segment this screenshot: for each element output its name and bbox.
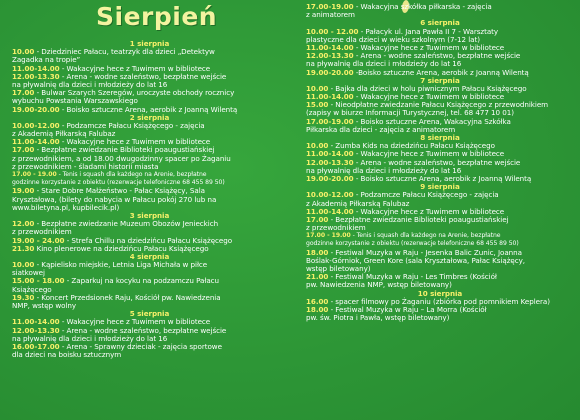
event-time: 19.30 (12, 292, 35, 302)
event-description: godzinne korzystanie z obiektu (rezerwacje telefoniczne 68 455 89 50) (306, 240, 519, 248)
schedule-column-right (306, 3, 574, 322)
day-heading: 8 sierpnia (420, 133, 460, 142)
event-description: godzinne korzystanie z obiektu (rezerwacje telefoniczne 68 455 89 50) (12, 179, 225, 187)
event-time: 11.00-14.00 (306, 149, 354, 159)
event-description: Zagadka na tropie” (12, 55, 81, 65)
event-description: na pływalnię dla dzieci i młodzieży do lat 16 (306, 165, 462, 175)
event-description: - Festiwal Muzyka w Raju - Les Timbres (Kościół (328, 272, 497, 282)
event-description: - Tenis i squash dla każdego na Arenie, bezpłatne (56, 171, 207, 178)
event-time: 17.00 - 19.00 (306, 232, 351, 240)
event-time: 10.00 (12, 47, 35, 57)
event-description: NMP, wstęp wolny (12, 301, 77, 310)
day-heading: 5 sierpnia (129, 309, 170, 319)
event-description: - Wakacyjne hece z Tuwimem w bibliotece (353, 149, 505, 159)
schedule-line (12, 171, 287, 179)
event-time: 19.00-20.00 (12, 104, 60, 114)
event-description: - Stare Dobre Małżeństwo - Pałac Książęcy, Sala (34, 186, 205, 196)
event-description: - Arena - wodne szaleństwo, bezpłatne wejście (353, 157, 521, 167)
event-description: plastyczne dla dzieci w wieku szkolnym (7-12 lat) (306, 34, 480, 44)
event-time: 10.00 (306, 83, 329, 93)
event-description: - Bulwar Szarych Szeregów, uroczyste obchody rocznicy (34, 88, 235, 98)
event-description: - Wakacyjne hece z Tuwimem w bibliotece (59, 137, 211, 147)
event-description: - Zumba Kids na dziedzińcu Pałacu Książęcego (328, 141, 495, 151)
event-description: pw. Nawiedzenia NMP, wstęp biletowany) (306, 280, 452, 290)
event-description: - Arena - Sprawny dzieciak - zajęcia sportowe (59, 341, 222, 351)
event-description: - Boisko sztuczne Arena, aerobik z Joanną Wilentą (353, 173, 532, 183)
event-description: - Wakacyjne hece z Tuwimem w bibliotece (353, 206, 505, 216)
event-time: 16.00 (306, 296, 329, 306)
event-time: 19.00-20.00 (306, 67, 354, 77)
event-time: 11.00-14.00 (12, 317, 60, 327)
event-time: 15.00 - 18.00 (12, 276, 65, 286)
event-time: 18.00 (306, 304, 329, 314)
event-description: - Festiwal Muzyka w Raju - Jesenka Balic Zunic, Joanna (328, 247, 522, 257)
event-description: - Wakacyjne hece z Tuwimem w bibliotece (353, 42, 505, 52)
event-description: - Tenis i squash dla każdego na Arenie, bezpłatne (350, 232, 501, 240)
event-description: - Wakacyjne hece z Tuwimem w bibliotece (59, 63, 211, 73)
event-description: z animatorem (306, 10, 355, 20)
schedule-line (306, 224, 574, 232)
event-time: 19.00-20.00 (306, 173, 354, 183)
event-description: - Bezpłatne zwiedzanie Biblioteki poaugustiańskiej (34, 145, 215, 155)
event-description: - Kąpielisko miejskie, Letnia Liga Michała w piłce (34, 260, 208, 270)
day-heading: 3 sierpnia (129, 210, 170, 220)
event-description: z przewodnikiem (306, 223, 366, 233)
event-description: - Pałacyk ul. Jana Pawła II 7 - Warsztaty (358, 26, 499, 36)
event-time: 11.00-14.00 (12, 63, 60, 73)
day-heading: 6 sierpnia (420, 18, 460, 28)
event-time: 17.00-19.00 (306, 116, 354, 126)
schedule-line (12, 163, 287, 171)
event-description: - Wakacyjna szkółka piłkarska - zajęcia (353, 2, 492, 11)
event-description: wstęp biletowany) (306, 264, 371, 273)
event-description: - Strefa Chillu na dziedzińcu Pałacu Książęcego (64, 235, 233, 245)
event-time: 11.00-14.00 (12, 137, 60, 147)
event-time: 10.00 (12, 260, 35, 270)
schedule-line (306, 232, 574, 240)
day-heading: 7 sierpnia (420, 75, 460, 85)
event-description: pw. św. Piotra i Pawła, wstęp biletowany) (306, 313, 450, 323)
event-description: dla dzieci na boisku sztucznym (12, 350, 122, 360)
event-description: na pływalnię dla dzieci i młodzieży do lat 16 (12, 333, 168, 343)
event-description: Piłkarska dla dzieci - zajęcia z animatorem (306, 124, 456, 134)
event-description: na pływalnię dla dzieci i młodzieży do lat 16 (306, 59, 462, 69)
event-description: - Dziedziniec Pałacu, teatrzyk dla dzieci „Detektyw (34, 47, 215, 57)
event-description: siatkowej (12, 268, 45, 278)
event-time: 18.00 (306, 247, 329, 257)
event-description: - Koncert Przedsionek Raju, Kościół pw. Nawiedzenia (34, 292, 221, 302)
event-time: 12.00-13.30 (12, 325, 60, 335)
event-description: - Bajka dla dzieci w holu piwnicznym Pałacu Książęcego (328, 83, 527, 93)
event-time: 21.00 (306, 272, 329, 282)
event-description: - Boisko sztuczne Arena, Wakacyjna Szkółka (353, 116, 511, 126)
event-time: 17.00 - 19.00 (12, 171, 57, 178)
event-description: - spacer filmowy po Żaganiu (zbiórka pod pomnikiem Keplera) (328, 296, 550, 306)
event-time: 12.00-13.30 (12, 71, 60, 81)
day-heading: 9 sierpnia (420, 182, 460, 192)
event-description: - Boisko sztuczne Arena, aerobik z Joanną Wilentą (59, 104, 238, 114)
event-time: 17.00 (306, 214, 329, 224)
event-description: (zapisy w biurze Informacji Turystycznej, tel. 68 477 10 01) (306, 108, 514, 118)
day-heading: 2 sierpnia (129, 112, 170, 122)
event-description: Książęcego (12, 284, 52, 294)
event-description: na pływalnię dla dzieci i młodzieży do lat 16 (12, 79, 168, 89)
event-description: - Bezpłatne zwiedzanie Muzeum Obozów Jenieckich (34, 219, 219, 229)
event-time: 17.00 (12, 145, 35, 155)
event-time: 12.00-13.30 (306, 157, 354, 167)
event-description: Kino plenerowe na dziedzińcu Pałacu Książęcego (34, 243, 209, 253)
event-time: 19.00 (12, 186, 35, 196)
schedule-line (306, 314, 574, 322)
event-time: 12.00-13.30 (306, 51, 354, 61)
page-title: Sierpień (96, 2, 218, 31)
event-description: - Bezpłatne zwiedzanie Biblioteki poaugustiańskiej (328, 214, 509, 224)
event-description: - Zaparkuj na kocyku na podzamczu Pałacu (64, 276, 219, 286)
event-description: - Festiwal Muzyka w Raju – La Morra (Kościół (328, 304, 487, 314)
event-time: 16.00-17.00 (12, 341, 60, 351)
event-description: Boślak-Górniok, Green Kore (sala Kryształowa, Pałac Książęcy, (306, 255, 526, 265)
schedule-line (12, 261, 287, 269)
event-description: -Boisko sztuczne Arena, aerobik z Joanną Wilentą (353, 67, 529, 77)
schedule-column-left (12, 40, 287, 359)
event-time: 10.00 (306, 141, 329, 151)
event-description: - Arena - wodne szaleństwo, bezpłatne wejście (59, 325, 227, 335)
event-time: 21.30 (12, 243, 35, 253)
event-time: 11.00-14.00 (306, 42, 354, 52)
schedule-line (12, 277, 287, 285)
event-description: Kryształowa, (bilety do nabycia w Pałacu pokój 270 lub na (12, 194, 217, 204)
event-description: z przewodnikiem (12, 227, 72, 237)
event-description: - Wakacyjne hece z Tuwimem w bibliotece (353, 92, 505, 102)
event-description: z Akademią Piłkarską Falubaz (12, 129, 116, 139)
event-description: - Podzamcze Pałacu Książęcego - zajęcia (353, 190, 499, 200)
event-description: - Podzamcze Pałacu Książęcego - zajęcia (59, 120, 205, 130)
event-time: 10.00-12.00 (306, 190, 354, 200)
event-time: 10.00-12.00 (12, 120, 60, 130)
event-description: www.biletyna.pl, kupbilecik.pl) (12, 202, 120, 212)
event-time: 11.00-14.00 (306, 92, 354, 102)
day-heading: 10 sierpnia (417, 288, 463, 298)
event-time: 11.00-14.00 (306, 206, 354, 216)
event-time: 12.00 (12, 219, 35, 229)
event-description: z przewodnikiem - śladami historii miasta (12, 161, 159, 171)
event-time: 10.00 - 12.00 (306, 26, 359, 36)
event-time: 15.00 (306, 100, 329, 110)
schedule-line (12, 351, 287, 359)
event-time: 17.00 (12, 88, 35, 98)
event-description: - Wakacyjne hece z Tuwimem w bibliotece (59, 317, 211, 327)
day-heading: 4 sierpnia (129, 251, 170, 261)
day-heading: 1 sierpnia (129, 39, 170, 48)
event-description: z przewodnikiem, a od 18.00 dwugodzinny spacer po Żaganiu (12, 153, 231, 163)
event-description: - Arena - wodne szaleństwo, bezpłatne wejście (353, 51, 521, 61)
event-description: z Akademią Piłkarską Falubaz (306, 198, 410, 208)
event-description: - Nieodpłatne zwiedzanie Pałacu Książęcego z przewodnikiem (328, 100, 549, 110)
event-time: 19.00 - 24.00 (12, 235, 65, 245)
event-description: - Arena - wodne szaleństwo, bezpłatne wejście (59, 71, 227, 81)
event-description: wybuchu Powstania Warszawskiego (12, 96, 138, 106)
event-time: 17.00-19.00 (306, 2, 354, 11)
